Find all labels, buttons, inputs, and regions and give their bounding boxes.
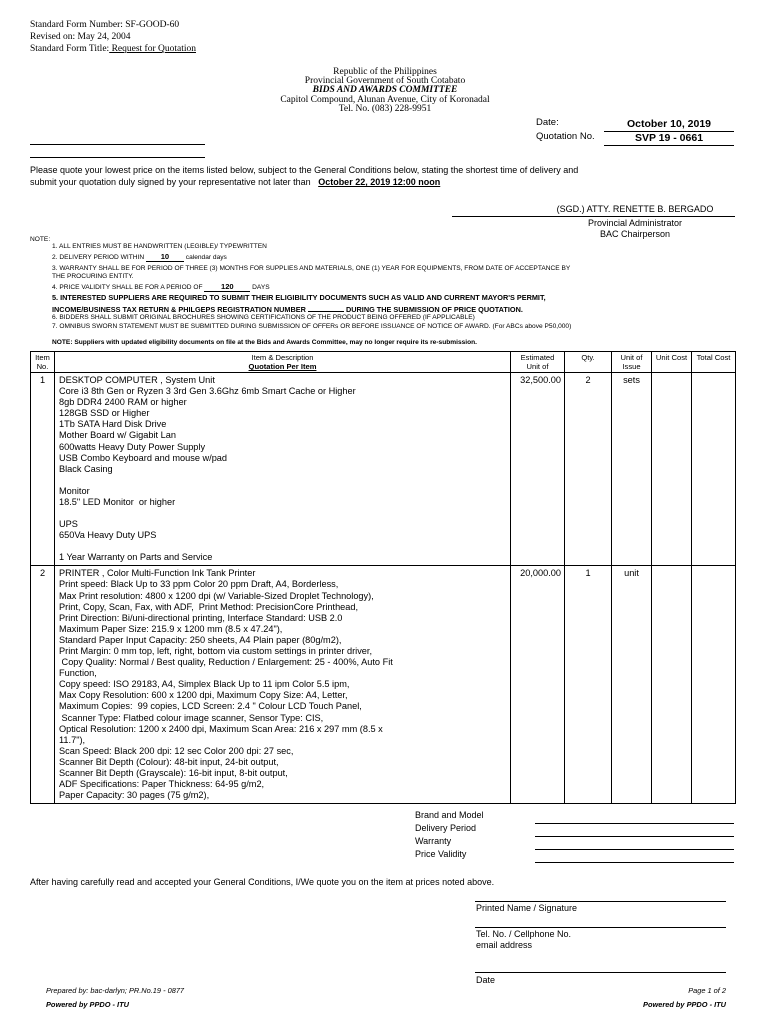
item-description — [55, 566, 511, 804]
agency-address: Capitol Compound, Alunan Avenue, City of Koronadal — [280, 95, 490, 105]
unit-of-issue: sets — [612, 373, 652, 566]
description-line: 8gb DDR4 2400 RAM or higher — [59, 397, 187, 408]
brand-label: Brand and Model — [415, 810, 484, 820]
description-line: Scanner Type: Flatbed colour image scanner, Sensor Type: CIS, — [59, 712, 324, 723]
description-line: 1Tb SATA Hard Disk Drive — [59, 419, 167, 430]
description-line: Monitor — [59, 485, 90, 496]
header-item-no: Item No. — [31, 352, 55, 373]
description-line — [59, 541, 507, 552]
intro-line-2 — [30, 177, 440, 187]
description-line: Mother Board w/ Gigabit Lan — [59, 430, 176, 441]
description-line: Max Print resolution: 4800 x 1200 dpi (w/ Variable-Sized Droplet Technology), — [59, 590, 374, 601]
description-line: Standard Paper Input Capacity: 250 sheets, A4 Plain paper (80g/m2), — [59, 634, 342, 645]
note-3a: 3. WARRANTY SHALL BE FOR PERIOD OF THREE (3) MONTHS FOR SUPPLIES AND MATERIALS, ONE (1) YEAR FOR EQUIPMENTS, FROM DATE OF ACCEPTANCE BY — [52, 265, 571, 272]
description-line: 600watts Heavy Duty Power Supply — [59, 441, 206, 452]
description-line: Core i3 8th Gen or Ryzen 3 3rd Gen 3.6Ghz 6mb Smart Cache or Higher — [59, 386, 356, 397]
powered-by-left: Powered by PPDO - ITU — [46, 1000, 129, 1009]
item-description — [55, 373, 511, 566]
tel-label: Tel. No. / Cellphone No. — [476, 929, 572, 939]
description-line: Max Copy Resolution: 600 x 1200 dpi, Maximum Copy Size: A4, Letter, — [59, 690, 348, 701]
delivery-label: Delivery Period — [415, 823, 477, 833]
supplier-name-line[interactable] — [30, 144, 205, 145]
price-validity-days: 120 — [204, 283, 250, 292]
description-line: ADF Specifications: Paper Thickness: 64-95 g/m2, — [59, 779, 265, 790]
email-label: email address — [476, 940, 533, 950]
description-line — [59, 508, 507, 519]
item-number: 1 — [31, 373, 55, 566]
header-total-cost: Total Cost — [692, 352, 736, 373]
table-header-row — [31, 352, 736, 373]
signatory-role: BAC Chairperson — [599, 229, 671, 239]
description-line: 650Va Heavy Duty UPS — [59, 530, 157, 541]
estimated-price: 20,000.00 — [511, 566, 565, 804]
quantity: 1 — [565, 566, 612, 804]
validity-label: Price Validity — [415, 849, 467, 859]
quotation-label: Quotation No. — [536, 131, 595, 142]
powered-by-right: Powered by PPDO - ITU — [643, 1000, 726, 1009]
date-value: October 10, 2019 — [626, 118, 712, 130]
acceptance-text: After having carefully read and accepted your General Conditions, I/We quote you on the item at prices noted above. — [30, 877, 495, 887]
unit-cost-field[interactable] — [652, 566, 692, 804]
revised-date: Revised on: May 24, 2004 — [30, 32, 131, 42]
validity-field[interactable] — [535, 862, 734, 863]
description-line: Scan Speed: Black 200 dpi: 12 sec Color 200 dpi: 27 sec, — [59, 745, 294, 756]
note-7: 7. OMNIBUS SWORN STATEMENT MUST BE SUBMITTED DURING SUBMISSION OF OFFERs OR BEFORE ISSUANCE OF NOTICE OF AWARD. (For ABCs above P50,000) — [52, 323, 572, 330]
unit-of-issue: unit — [612, 566, 652, 804]
supplier-address-line[interactable] — [30, 157, 205, 158]
table-row — [31, 566, 736, 804]
description-line: Print speed: Black Up to 33 ppm Color 20 ppm Draft, A4, Borderless, — [59, 579, 339, 590]
description-line: Scanner Bit Depth (Grayscale): 16-bit input, 8-bit output, — [59, 768, 288, 778]
header-description: Item & Description Quotation Per Item — [55, 352, 511, 373]
note-6: 6. BIDDERS SHALL SUBMIT ORIGINAL BROCHURES SHOWING CERTIFICATIONS OF THE PRODUCT BEING OFFERED (IF APPLICABLE) — [52, 314, 475, 321]
agency-province: Provincial Government of South Cotabato — [304, 76, 466, 86]
header-qty: Qty. — [565, 352, 612, 373]
description-line: Black Casing — [59, 463, 113, 474]
description-line: Function, — [59, 668, 97, 679]
form-title — [30, 44, 196, 54]
signatory-position: Provincial Administrator — [587, 218, 683, 228]
description-line: Print Direction: Bi/uni-directional printing, Interface Standard: USB 2.0 — [59, 612, 343, 623]
description-line: Scanner Bit Depth (Colour): 48-bit input, 24-bit output, — [59, 756, 279, 767]
prepared-by: Prepared by: bac-darlyn; PR.No.19 - 0877 — [46, 986, 185, 995]
note-5b: INCOME/BUSINESS TAX RETURN & PHILGEPS REGISTRATION NUMBER DURING THE SUBMISSION OF PRICE QUOTATION. — [52, 305, 523, 314]
note-1: 1. ALL ENTRIES MUST BE HANDWRITTEN (LEGIBLE)/ TYPEWRITTEN — [52, 243, 267, 250]
description-line: Print Margin: 0 mm top, left, right, bottom via custom settings in printer driver, — [59, 645, 373, 656]
brand-field[interactable] — [535, 823, 734, 824]
description-line: Print, Copy, Scan, Fax, with ADF, Print Method: PrecisionCore Printhead, — [59, 601, 359, 612]
description-line: 128GB SSD or Higher — [59, 408, 150, 419]
description-line: 11.7"), — [59, 734, 86, 745]
description-line: Copy Quality: Normal / Best quality, Reduction / Enlargement: 25 - 400%, Auto Fit — [59, 657, 393, 668]
notes-heading: NOTE: — [30, 236, 51, 243]
signatory-name: (SGD.) ATTY. RENETTE B. BERGADO — [556, 204, 714, 214]
date-field[interactable] — [475, 972, 726, 973]
quotation-number: SVP 19 - 0661 — [634, 132, 704, 144]
description-line: 18.5" LED Monitor or higher — [59, 496, 176, 507]
quantity: 2 — [565, 373, 612, 566]
signature-field[interactable] — [475, 901, 726, 902]
note-3b: THE PROCURING ENTITY. — [52, 273, 134, 280]
description-line: UPS — [59, 519, 78, 530]
description-line: Copy speed: ISO 29183, A4, Simplex Black Up to 11 ipm Color 5.5 ipm, — [59, 679, 350, 690]
tel-field[interactable] — [475, 927, 726, 928]
form-number: Standard Form Number: SF-GOOD-60 — [30, 20, 180, 30]
unit-cost-field[interactable] — [652, 373, 692, 566]
description-line: Maximum Copies: 99 copies, LCD Screen: 2.4 " Colour LCD Touch Panel, — [59, 701, 362, 712]
intro-line-2-prefix: submit your quotation duly signed by your representative not later than — [30, 177, 311, 187]
header-unit-cost: Unit Cost — [652, 352, 692, 373]
description-line: 1 Year Warranty on Parts and Service — [59, 552, 213, 563]
note-5a: 5. INTERESTED SUPPLIERS ARE REQUIRED TO SUBMIT THEIR ELIGIBILITY DOCUMENTS SUCH AS VALID AND CURRENT MAYOR'S PERMIT, — [52, 293, 546, 302]
page-number: Page 1 of 2 — [688, 986, 726, 995]
deadline: October 22, 2019 12:00 noon — [318, 177, 441, 187]
note-4: 4. PRICE VALIDITY SHALL BE FOR A PERIOD OF 120 DAYS — [52, 282, 270, 291]
total-cost-field[interactable] — [692, 566, 736, 804]
printed-name-label: Printed Name / Signature — [476, 903, 578, 913]
warranty-label: Warranty — [415, 836, 452, 846]
description-line: Optical Resolution: 1200 x 2400 dpi, Maximum Scan Area: 216 x 297 mm (8.5 x — [59, 723, 383, 734]
eligibility-note: NOTE: Suppliers with updated eligibility documents on file at the Bids and Awards Committee, may no longer require its re-submission. — [52, 339, 477, 346]
header-unit: Unit of Issue — [612, 352, 652, 373]
description-line: USB Combo Keyboard and mouse w/pad — [59, 452, 228, 463]
agency-republic: Republic of the Philippines — [333, 67, 437, 77]
description-line: PRINTER , Color Multi-Function Ink Tank Printer — [59, 568, 256, 579]
warranty-field[interactable] — [535, 849, 734, 850]
description-line: Maximum Paper Size: 215.9 x 1200 mm (8.5 x 47.24"), — [59, 623, 283, 634]
note-2: 2. DELIVERY PERIOD WITHIN 10 calendar days — [52, 252, 227, 261]
description-line: DESKTOP COMPUTER , System Unit — [59, 375, 215, 385]
agency-tel: Tel. No. (083) 228-9951 — [338, 104, 432, 114]
table-row — [31, 373, 736, 566]
total-cost-field[interactable] — [692, 373, 736, 566]
delivery-days: 10 — [146, 253, 184, 262]
agency-committee: BIDS AND AWARDS COMMITTEE — [312, 85, 458, 95]
item-number: 2 — [31, 566, 55, 804]
date-label: Date: — [536, 117, 559, 128]
date-sign-label: Date — [476, 975, 496, 985]
estimated-price: 32,500.00 — [511, 373, 565, 566]
form-title-value: Request for Quotation — [109, 44, 196, 54]
header-estimated: Estimated Unit of — [511, 352, 565, 373]
philgeps-blank[interactable] — [308, 304, 344, 312]
form-title-label: Standard Form Title: — [30, 44, 110, 54]
description-line — [59, 475, 507, 486]
delivery-field[interactable] — [535, 836, 734, 837]
intro-line-1: Please quote your lowest price on the items listed below, subject to the General Conditions below, stating the shortest time of delivery and — [30, 165, 579, 175]
description-line: Paper Capacity: 30 pages (75 g/m2), — [59, 790, 210, 801]
items-table — [30, 351, 736, 804]
